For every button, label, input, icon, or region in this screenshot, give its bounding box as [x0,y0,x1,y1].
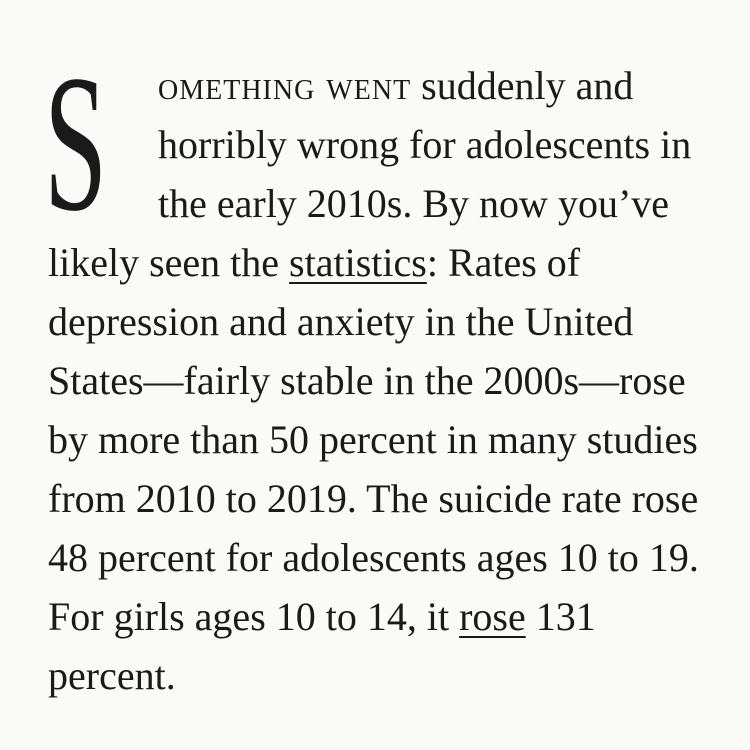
paragraph-line-10 [48,594,596,639]
statistics-link[interactable]: statistics [289,240,427,285]
paragraph-line-2: horribly wrong for adolescents in [158,122,692,167]
line4-text-before: likely seen the [48,240,290,285]
lead-in-small-caps: omething went [158,63,412,108]
paragraph-line-8: from 2010 to 2019. The suicide rate rose [48,476,699,521]
paragraph-line-5: depression and anxiety in the United [48,299,634,344]
paragraph-line-9: 48 percent for adolescents ages 10 to 19. [48,535,699,580]
line10-text-after: 131 [525,594,596,639]
rose-link[interactable]: rose [459,594,526,639]
line10-text-before: For girls ages 10 to 14, it [48,594,460,639]
drop-cap: S [44,35,108,252]
paragraph-line-11: percent. [48,653,176,698]
paragraph-line-1 [158,63,634,108]
paragraph-line-3: the early 2010s. By now you’ve [158,181,670,226]
paragraph-line-7: by more than 50 percent in many studies [48,417,698,462]
line4-text-after: : Rates of [426,240,581,285]
paragraph-line-4 [48,240,581,285]
line1-text: suddenly and [411,63,634,108]
paragraph-line-6: States—fairly stable in the 2000s—rose [48,358,686,403]
